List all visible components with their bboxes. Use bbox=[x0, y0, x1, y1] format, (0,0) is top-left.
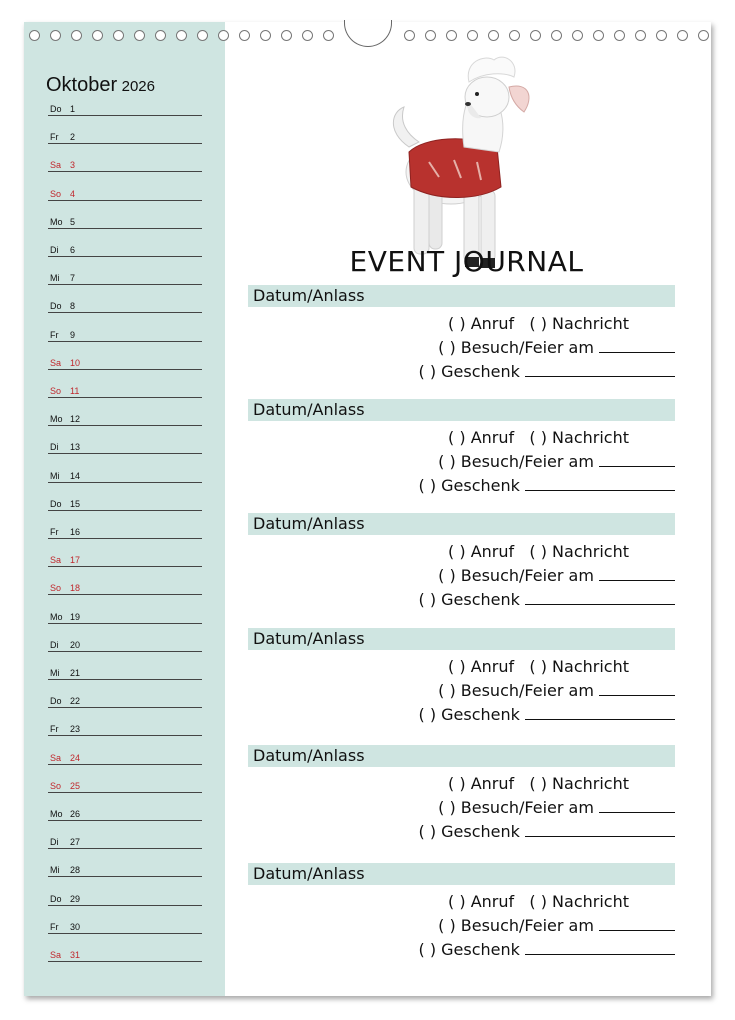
event-option-line bbox=[448, 314, 629, 333]
binding-ring bbox=[281, 30, 292, 41]
day-number: 23 bbox=[70, 724, 81, 735]
weekday-label: Mi bbox=[50, 273, 60, 284]
day-row bbox=[48, 439, 202, 454]
day-number: 19 bbox=[70, 611, 81, 622]
option-nachricht[interactable]: ( ) Nachricht bbox=[529, 314, 629, 333]
binding-ring bbox=[404, 30, 415, 41]
binding-ring bbox=[467, 30, 478, 41]
binding-ring bbox=[260, 30, 271, 41]
day-row bbox=[48, 355, 202, 370]
day-row bbox=[48, 186, 202, 201]
option-nachricht[interactable]: ( ) Nachricht bbox=[529, 428, 629, 447]
day-number: 11 bbox=[70, 386, 80, 396]
weekday-label: So bbox=[50, 386, 62, 396]
option-besuch[interactable]: ( ) Besuch/Feier am bbox=[438, 681, 594, 700]
day-number: 7 bbox=[70, 273, 76, 284]
besuch-date-blank[interactable] bbox=[599, 338, 675, 353]
option-besuch[interactable]: ( ) Besuch/Feier am bbox=[438, 798, 594, 817]
day-row bbox=[48, 552, 202, 567]
binding-ring bbox=[176, 30, 187, 41]
day-number: 9 bbox=[70, 329, 76, 340]
day-number: 3 bbox=[70, 160, 76, 171]
day-row bbox=[48, 806, 202, 821]
binding-ring bbox=[698, 30, 709, 41]
binding-ring bbox=[323, 30, 334, 41]
option-geschenk[interactable]: ( ) Geschenk bbox=[418, 476, 520, 495]
binding-ring bbox=[302, 30, 313, 41]
day-number: 15 bbox=[70, 498, 81, 509]
day-number: 13 bbox=[70, 442, 81, 453]
day-number: 16 bbox=[70, 527, 81, 537]
geschenk-blank[interactable] bbox=[525, 590, 675, 605]
weekday-label: Mo bbox=[50, 611, 63, 622]
day-number: 28 bbox=[70, 865, 81, 876]
day-row bbox=[48, 214, 202, 229]
weekday-label: Fr bbox=[50, 724, 59, 735]
weekday-label: Do bbox=[50, 104, 62, 114]
weekday-label: Do bbox=[50, 498, 62, 509]
day-row bbox=[48, 919, 202, 934]
binding-ring bbox=[155, 30, 166, 41]
day-number: 26 bbox=[70, 809, 81, 819]
binding-ring bbox=[656, 30, 667, 41]
month-title bbox=[46, 74, 155, 97]
option-nachricht[interactable]: ( ) Nachricht bbox=[529, 892, 629, 911]
option-nachricht[interactable]: ( ) Nachricht bbox=[529, 774, 629, 793]
option-nachricht[interactable]: ( ) Nachricht bbox=[529, 542, 629, 561]
day-row bbox=[48, 609, 202, 624]
geschenk-blank[interactable] bbox=[525, 476, 675, 491]
binding-ring bbox=[593, 30, 604, 41]
option-besuch[interactable]: ( ) Besuch/Feier am bbox=[438, 566, 594, 585]
day-number: 8 bbox=[70, 301, 76, 312]
option-geschenk[interactable]: ( ) Geschenk bbox=[418, 705, 520, 724]
event-option-line bbox=[448, 774, 629, 793]
event-header bbox=[248, 628, 675, 650]
geschenk-blank[interactable] bbox=[525, 705, 675, 720]
binding-ring bbox=[239, 30, 250, 41]
weekday-label: Di bbox=[50, 639, 59, 650]
event-option-line bbox=[418, 590, 675, 609]
binding-ring bbox=[635, 30, 646, 41]
weekday-label: Mo bbox=[50, 809, 63, 819]
weekday-label: Sa bbox=[50, 555, 62, 566]
day-number: 4 bbox=[70, 188, 76, 199]
weekday-label: So bbox=[50, 188, 62, 199]
option-anruf[interactable]: ( ) Anruf bbox=[448, 542, 515, 561]
event-option-line bbox=[438, 566, 675, 585]
day-number: 20 bbox=[70, 639, 81, 650]
event-option-line bbox=[438, 338, 675, 357]
weekday-label: Mi bbox=[50, 668, 60, 678]
option-anruf[interactable]: ( ) Anruf bbox=[448, 314, 515, 333]
option-anruf[interactable]: ( ) Anruf bbox=[448, 657, 515, 676]
binding-ring bbox=[92, 30, 103, 41]
weekday-label: So bbox=[50, 780, 62, 791]
event-option-line bbox=[438, 798, 675, 817]
weekday-label: Mi bbox=[50, 470, 60, 481]
binding-ring bbox=[29, 30, 40, 41]
event-option-line bbox=[448, 428, 629, 447]
binding-rings bbox=[24, 22, 711, 46]
geschenk-blank[interactable] bbox=[525, 822, 675, 837]
event-option-line bbox=[438, 452, 675, 471]
option-besuch[interactable]: ( ) Besuch/Feier am bbox=[438, 916, 594, 935]
day-row bbox=[48, 693, 202, 708]
day-number: 14 bbox=[70, 470, 81, 481]
geschenk-blank[interactable] bbox=[525, 940, 675, 955]
day-row bbox=[48, 750, 202, 765]
weekday-label: Mo bbox=[50, 414, 63, 425]
besuch-date-blank[interactable] bbox=[599, 681, 675, 696]
event-header-label: Datum/Anlass bbox=[253, 514, 365, 533]
day-number: 27 bbox=[70, 837, 81, 848]
option-besuch[interactable]: ( ) Besuch/Feier am bbox=[438, 338, 594, 357]
hanger-hook bbox=[344, 20, 392, 47]
day-row bbox=[48, 496, 202, 511]
besuch-date-blank[interactable] bbox=[599, 916, 675, 931]
day-row bbox=[48, 580, 202, 595]
binding-ring bbox=[488, 30, 499, 41]
weekday-label: Do bbox=[50, 893, 62, 904]
event-header bbox=[248, 863, 675, 885]
weekday-label: Di bbox=[50, 442, 59, 453]
option-geschenk[interactable]: ( ) Geschenk bbox=[418, 822, 520, 841]
binding-ring bbox=[113, 30, 124, 41]
event-option-line bbox=[418, 362, 675, 381]
weekday-label: Do bbox=[50, 696, 62, 707]
day-number: 2 bbox=[70, 132, 76, 143]
option-geschenk[interactable]: ( ) Geschenk bbox=[418, 362, 520, 381]
day-row bbox=[48, 157, 202, 172]
option-besuch[interactable]: ( ) Besuch/Feier am bbox=[438, 452, 594, 471]
event-header-label: Datum/Anlass bbox=[253, 400, 365, 419]
weekday-label: Sa bbox=[50, 160, 62, 171]
weekday-label: Fr bbox=[50, 132, 59, 143]
binding-ring bbox=[218, 30, 229, 41]
geschenk-blank[interactable] bbox=[525, 362, 675, 377]
weekday-label: Di bbox=[50, 837, 59, 848]
day-number: 1 bbox=[70, 104, 76, 114]
weekday-label: Do bbox=[50, 301, 62, 312]
day-row bbox=[48, 947, 202, 962]
weekday-label: Sa bbox=[50, 357, 62, 368]
day-row bbox=[48, 298, 202, 313]
journal-title: EVENT JOURNAL bbox=[349, 245, 584, 278]
option-nachricht[interactable]: ( ) Nachricht bbox=[529, 657, 629, 676]
option-geschenk[interactable]: ( ) Geschenk bbox=[418, 940, 520, 959]
day-row bbox=[48, 637, 202, 652]
day-number: 17 bbox=[70, 555, 81, 566]
day-row bbox=[48, 721, 202, 736]
day-row bbox=[48, 327, 202, 342]
option-anruf[interactable]: ( ) Anruf bbox=[448, 774, 515, 793]
option-anruf[interactable]: ( ) Anruf bbox=[448, 428, 515, 447]
option-anruf[interactable]: ( ) Anruf bbox=[448, 892, 515, 911]
weekday-label: Mo bbox=[50, 216, 63, 227]
binding-ring bbox=[677, 30, 688, 41]
day-number: 25 bbox=[70, 780, 81, 791]
day-row bbox=[48, 834, 202, 849]
day-row bbox=[48, 101, 202, 116]
day-row bbox=[48, 129, 202, 144]
binding-ring bbox=[509, 30, 520, 41]
day-row bbox=[48, 778, 202, 793]
weekday-label: Sa bbox=[50, 752, 62, 763]
day-number: 31 bbox=[70, 950, 81, 960]
binding-ring bbox=[71, 30, 82, 41]
day-number: 24 bbox=[70, 752, 81, 763]
weekday-label: Mi bbox=[50, 865, 60, 876]
day-row bbox=[48, 665, 202, 680]
event-header-label: Datum/Anlass bbox=[253, 286, 365, 305]
day-row bbox=[48, 524, 202, 539]
event-option-line bbox=[418, 476, 675, 495]
binding-ring bbox=[50, 30, 61, 41]
binding-ring bbox=[446, 30, 457, 41]
event-header bbox=[248, 399, 675, 421]
day-row bbox=[48, 862, 202, 877]
event-option-line bbox=[418, 705, 675, 724]
event-option-line bbox=[418, 940, 675, 959]
option-geschenk[interactable]: ( ) Geschenk bbox=[418, 590, 520, 609]
event-header-label: Datum/Anlass bbox=[253, 864, 365, 883]
event-header-label: Datum/Anlass bbox=[253, 746, 365, 765]
day-row bbox=[48, 891, 202, 906]
month-sidebar bbox=[24, 22, 225, 996]
day-number: 6 bbox=[70, 245, 76, 255]
day-number: 30 bbox=[70, 921, 81, 932]
event-option-line bbox=[418, 822, 675, 841]
weekday-label: Di bbox=[50, 245, 59, 255]
day-row bbox=[48, 383, 202, 398]
binding-ring bbox=[551, 30, 562, 41]
weekday-label: So bbox=[50, 583, 62, 594]
weekday-label: Fr bbox=[50, 329, 59, 340]
event-header-label: Datum/Anlass bbox=[253, 629, 365, 648]
besuch-date-blank[interactable] bbox=[599, 566, 675, 581]
day-row bbox=[48, 468, 202, 483]
binding-ring bbox=[197, 30, 208, 41]
besuch-date-blank[interactable] bbox=[599, 452, 675, 467]
calendar-page bbox=[24, 22, 711, 996]
event-option-line bbox=[448, 892, 629, 911]
event-header bbox=[248, 745, 675, 767]
binding-ring bbox=[614, 30, 625, 41]
event-option-line bbox=[448, 657, 629, 676]
event-header bbox=[248, 285, 675, 307]
day-number: 12 bbox=[70, 414, 81, 425]
weekday-label: Sa bbox=[50, 950, 62, 960]
binding-ring bbox=[530, 30, 541, 41]
event-option-line bbox=[438, 916, 675, 935]
binding-ring bbox=[572, 30, 583, 41]
day-number: 22 bbox=[70, 696, 81, 707]
dog-illustration bbox=[369, 52, 539, 277]
binding-ring bbox=[134, 30, 145, 41]
month-name: Oktober bbox=[46, 74, 118, 96]
binding-ring bbox=[425, 30, 436, 41]
event-option-line bbox=[448, 542, 629, 561]
besuch-date-blank[interactable] bbox=[599, 798, 675, 813]
day-row bbox=[48, 411, 202, 426]
day-number: 21 bbox=[70, 668, 81, 678]
event-header bbox=[248, 513, 675, 535]
weekday-label: Fr bbox=[50, 921, 59, 932]
day-number: 10 bbox=[70, 357, 81, 368]
event-option-line bbox=[438, 681, 675, 700]
day-number: 29 bbox=[70, 893, 81, 904]
year: 2026 bbox=[121, 78, 155, 95]
weekday-label: Fr bbox=[50, 527, 59, 537]
day-number: 5 bbox=[70, 216, 76, 227]
day-number: 18 bbox=[70, 583, 81, 594]
